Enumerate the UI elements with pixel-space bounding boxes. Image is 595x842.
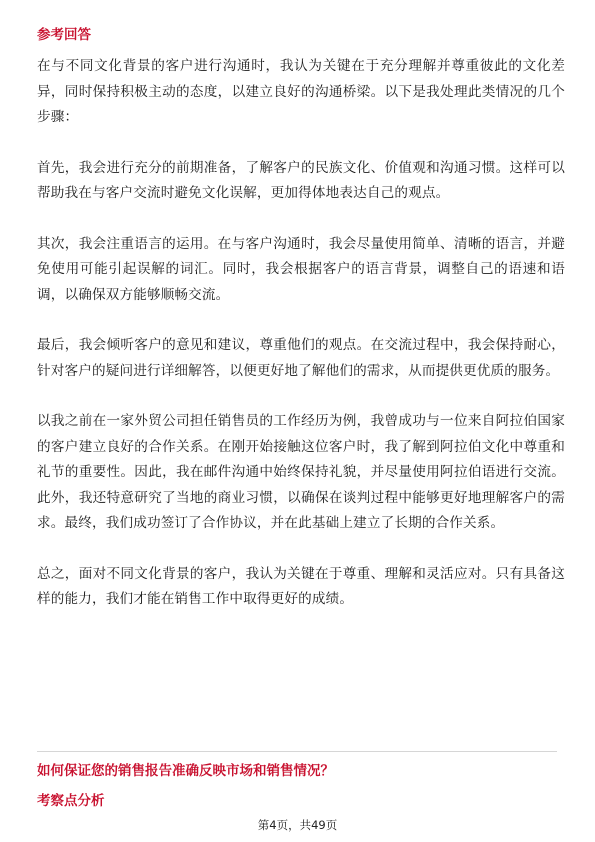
paragraph-step-3: 最后，我会倾听客户的意见和建议，尊重他们的观点。在交流过程中，我会保持耐心，针对客户的疑问进行详细解答，以便更好地了解他们的需求，从而提供更优质的服务。 <box>37 337 565 379</box>
answer-label: 参考回答 <box>37 27 91 43</box>
paragraph-example: 以我之前在一家外贸公司担任销售员的工作经历为例，我曾成功与一位来自阿拉伯国家的客户建立良好的合作关系。在刚开始接触这位客户时，我了解到阿拉伯文化中尊重和礼节的重要性。因此，我在邮件沟通中始终保持礼貌，并尽量使用阿拉伯语进行交流。此外，我还特意研究了当地的商业习惯，以确保在谈判过程中能够更好地理解客户的需求。最终，我们成功签订了合作协议，并在此基础上建立了长期的合作关系。 <box>37 413 565 531</box>
paragraph-conclusion: 总之，面对不同文化背景的客户，我认为关键在于尊重、理解和灵活应对。只有具备这样的能力，我们才能在销售工作中取得更好的成绩。 <box>37 565 565 607</box>
paragraph-step-2: 其次，我会注重语言的运用。在与客户沟通时，我会尽量使用简单、清晰的语言，并避免使用可能引起误解的词汇。同时，我会根据客户的语言背景，调整自己的语速和语调，以确保双方能够顺畅交流。 <box>37 235 565 303</box>
paragraph-intro: 在与不同文化背景的客户进行沟通时，我认为关键在于充分理解并尊重彼此的文化差异，同时保持积极主动的态度，以建立良好的沟通桥梁。以下是我处理此类情况的几个步骤： <box>37 58 565 125</box>
section-divider <box>37 751 557 752</box>
paragraph-step-1: 首先，我会进行充分的前期准备，了解客户的民族文化、价值观和沟通习惯。这样可以帮助我在与客户交流时避免文化误解，更加得体地表达自己的观点。 <box>37 159 565 201</box>
next-question-heading: 如何保证您的销售报告准确反映市场和销售情况？ <box>37 763 334 779</box>
answer-section <box>37 26 565 613</box>
page-number-footer: 第4页，共49页 <box>257 818 338 832</box>
analysis-label: 考察点分析 <box>37 793 105 809</box>
